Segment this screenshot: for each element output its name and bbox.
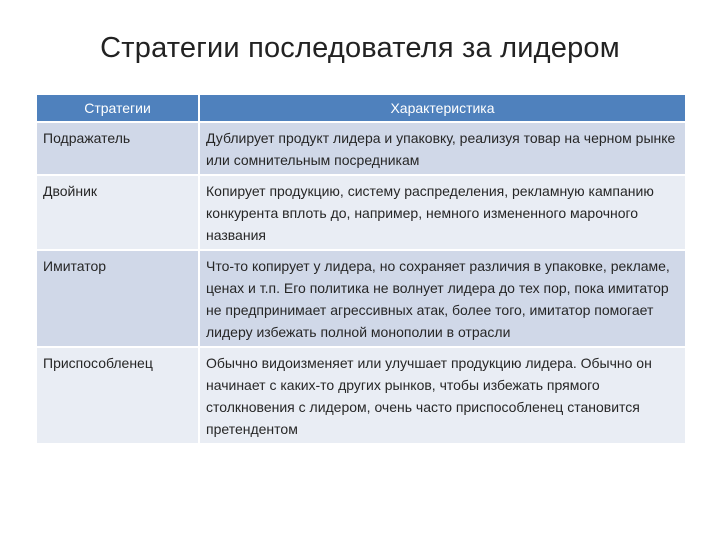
slide-title: Стратегии последователя за лидером <box>100 32 620 64</box>
strategy-cell: Подражатель <box>37 122 199 175</box>
strategy-cell: Двойник <box>37 175 199 250</box>
description-cell: Обычно видоизменяет или улучшает продукцию лидера. Обычно он начинает с каких-то других рынков, чтобы избежать прямого столкновения с лидером, очень часто приспособленец становится претендентом <box>199 347 685 444</box>
header-characteristic: Характеристика <box>199 95 685 122</box>
strategy-cell: Имитатор <box>37 250 199 347</box>
strategy-cell: Приспособленец <box>37 347 199 444</box>
table-row <box>37 250 685 347</box>
strategies-table <box>37 95 685 445</box>
description-cell: Копирует продукцию, систему распределения, рекламную кампанию конкурента вплоть до, например, немного измененного марочного названия <box>199 175 685 250</box>
description-cell: Дублирует продукт лидера и упаковку, реализуя товар на черном рынке или сомнительным посредникам <box>199 122 685 175</box>
header-strategy: Стратегии <box>37 95 199 122</box>
table-row <box>37 175 685 250</box>
table-row <box>37 347 685 444</box>
table-header-row <box>37 95 685 122</box>
table-row <box>37 122 685 175</box>
description-cell: Что-то копирует у лидера, но сохраняет различия в упаковке, рекламе, ценах и т.п. Его политика не волнует лидера до тех пор, пока имитатор не предпринимает агрессивных атак, более того, имитатор помогает лидеру избежать полной монополии в отрасли <box>199 250 685 347</box>
